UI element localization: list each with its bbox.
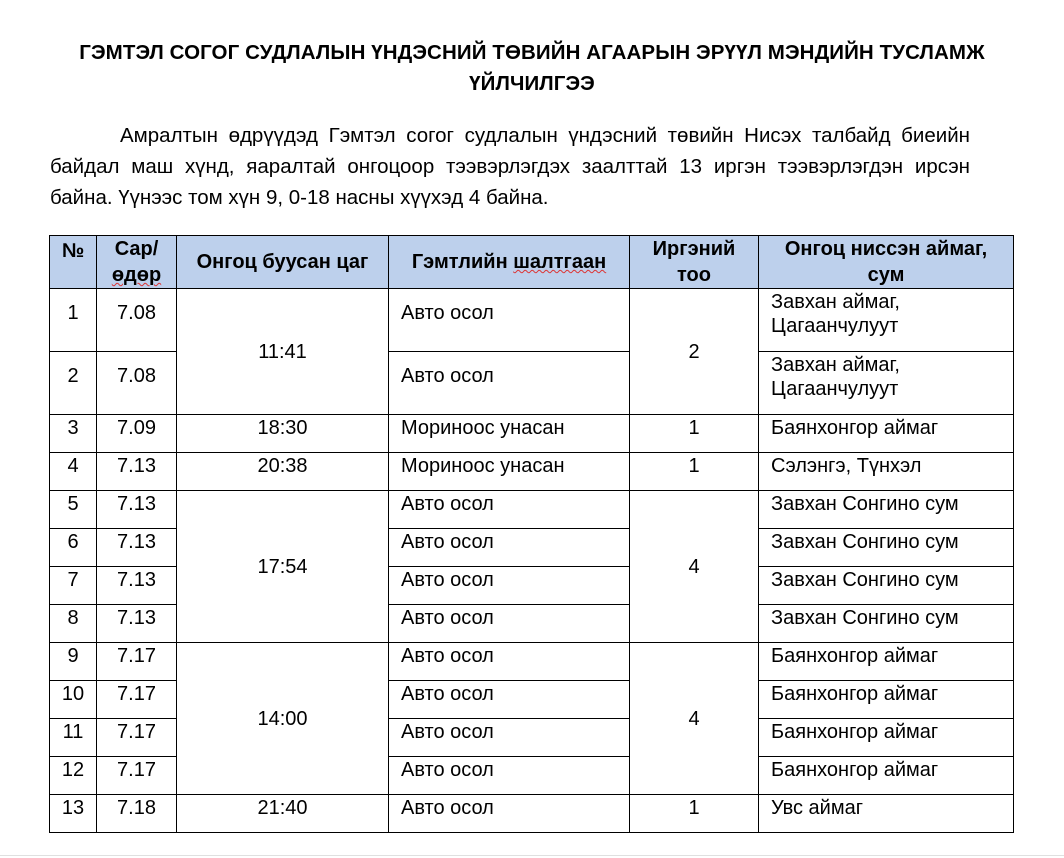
- page-title: ГЭМТЭЛ СОГОГ СУДЛАЛЫН ҮНДЭСНИЙ ТӨВИЙН АГААРЫН ЭРҮҮЛ МЭНДИЙН ТУСЛАМЖ ҮЙЛЧИЛГЭЭ: [79, 41, 985, 95]
- cell-no: 1: [50, 289, 97, 352]
- cell-date: 7.17: [97, 719, 177, 757]
- cell-cause: Мориноос унасан: [389, 415, 630, 453]
- col-header-cause-a: Гэмтлийн: [411, 251, 514, 273]
- col-header-time: Онгоц буусан цаг: [177, 236, 389, 289]
- cell-date: 7.17: [97, 643, 177, 681]
- cell-cause: Авто осол: [389, 529, 630, 567]
- page-bottom-divider: [0, 855, 1064, 856]
- table-row: [50, 415, 1014, 453]
- cell-count: 4: [630, 491, 759, 643]
- cell-aimag: Завхан Сонгино сум: [759, 529, 1014, 567]
- cell-aimag: Завхан Сонгино сум: [759, 567, 1014, 605]
- cell-no: 5: [50, 491, 97, 529]
- table-header-row: [50, 236, 1014, 289]
- col-header-count: [630, 236, 759, 289]
- cell-no: 12: [50, 757, 97, 795]
- cell-aimag: Завхан Сонгино сум: [759, 605, 1014, 643]
- cell-cause: Мориноос унасан: [389, 453, 630, 491]
- cell-no: 7: [50, 567, 97, 605]
- cell-cause: Авто осол: [389, 681, 630, 719]
- cell-date: 7.08: [97, 289, 177, 352]
- col-header-date: [97, 236, 177, 289]
- cell-cause: Авто осол: [389, 643, 630, 681]
- cell-cause: Авто осол: [389, 567, 630, 605]
- table-row: [50, 491, 1014, 529]
- cell-time: 14:00: [177, 643, 389, 795]
- cell-date: 7.13: [97, 529, 177, 567]
- cell-count: 1: [630, 795, 759, 833]
- cell-no: 11: [50, 719, 97, 757]
- table-row: [50, 289, 1014, 352]
- cell-date: 7.13: [97, 491, 177, 529]
- cell-time: 17:54: [177, 491, 389, 643]
- cell-aimag: Завхан аймаг, Цагаанчулуут: [759, 352, 1014, 415]
- cell-cause: Авто осол: [389, 719, 630, 757]
- col-header-aimag-a: Онгоц ниссэн аймаг,: [784, 238, 988, 260]
- cell-date: 7.17: [97, 757, 177, 795]
- cell-aimag: Увс аймаг: [759, 795, 1014, 833]
- cell-cause: Авто осол: [389, 491, 630, 529]
- cell-time: 11:41: [177, 289, 389, 415]
- cell-aimag: Сэлэнгэ, Түнхэл: [759, 453, 1014, 491]
- col-header-count-b: тоо: [677, 264, 711, 286]
- col-header-date-b: өдөр: [111, 264, 162, 286]
- col-header-count-a: Иргэний: [652, 238, 736, 260]
- table-row: [50, 795, 1014, 833]
- cell-no: 10: [50, 681, 97, 719]
- col-header-cause-b: шалтгаан: [513, 251, 607, 273]
- cell-no: 8: [50, 605, 97, 643]
- cell-no: 3: [50, 415, 97, 453]
- cell-count: 1: [630, 415, 759, 453]
- cell-time: 20:38: [177, 453, 389, 491]
- cell-no: 6: [50, 529, 97, 567]
- cell-time: 21:40: [177, 795, 389, 833]
- col-header-aimag-b: сум: [867, 264, 905, 286]
- cell-date: 7.17: [97, 681, 177, 719]
- col-header-aimag: [759, 236, 1014, 289]
- cell-no: 9: [50, 643, 97, 681]
- cell-aimag: Баянхонгор аймаг: [759, 415, 1014, 453]
- cell-date: 7.13: [97, 605, 177, 643]
- intro-paragraph: Амралтын өдрүүдэд Гэмтэл согог судлалын үндэсний төвийн Нисэх талбайд биеийн байдал маш хүнд, яаралтай онгоцоор тээвэрлэгдэх заалттай 13 иргэн тээвэрлэгдэн ирсэн байна. Үүнээс том хүн 9, 0-18 насны хүүхэд 4 байна.: [50, 124, 970, 209]
- cell-cause: Авто осол: [389, 795, 630, 833]
- cell-aimag: Завхан аймаг, Цагаанчулуут: [759, 289, 1014, 352]
- cell-cause: Авто осол: [389, 605, 630, 643]
- transport-table: [49, 235, 1014, 833]
- cell-no: 2: [50, 352, 97, 415]
- table-row: [50, 643, 1014, 681]
- cell-aimag: Завхан Сонгино сум: [759, 491, 1014, 529]
- cell-aimag: Баянхонгор аймаг: [759, 643, 1014, 681]
- cell-no: 13: [50, 795, 97, 833]
- cell-date: 7.08: [97, 352, 177, 415]
- col-header-date-a: Сар/: [114, 238, 159, 260]
- cell-date: 7.09: [97, 415, 177, 453]
- col-header-no: №: [50, 236, 97, 289]
- table-row: [50, 453, 1014, 491]
- col-header-cause: [389, 236, 630, 289]
- cell-date: 7.18: [97, 795, 177, 833]
- cell-no: 4: [50, 453, 97, 491]
- cell-count: 4: [630, 643, 759, 795]
- cell-cause: Авто осол: [389, 289, 630, 352]
- cell-aimag: Баянхонгор аймаг: [759, 681, 1014, 719]
- cell-cause: Авто осол: [389, 757, 630, 795]
- cell-count: 1: [630, 453, 759, 491]
- cell-date: 7.13: [97, 567, 177, 605]
- cell-time: 18:30: [177, 415, 389, 453]
- cell-date: 7.13: [97, 453, 177, 491]
- cell-count: 2: [630, 289, 759, 415]
- cell-cause: Авто осол: [389, 352, 630, 415]
- cell-aimag: Баянхонгор аймаг: [759, 719, 1014, 757]
- cell-aimag: Баянхонгор аймаг: [759, 757, 1014, 795]
